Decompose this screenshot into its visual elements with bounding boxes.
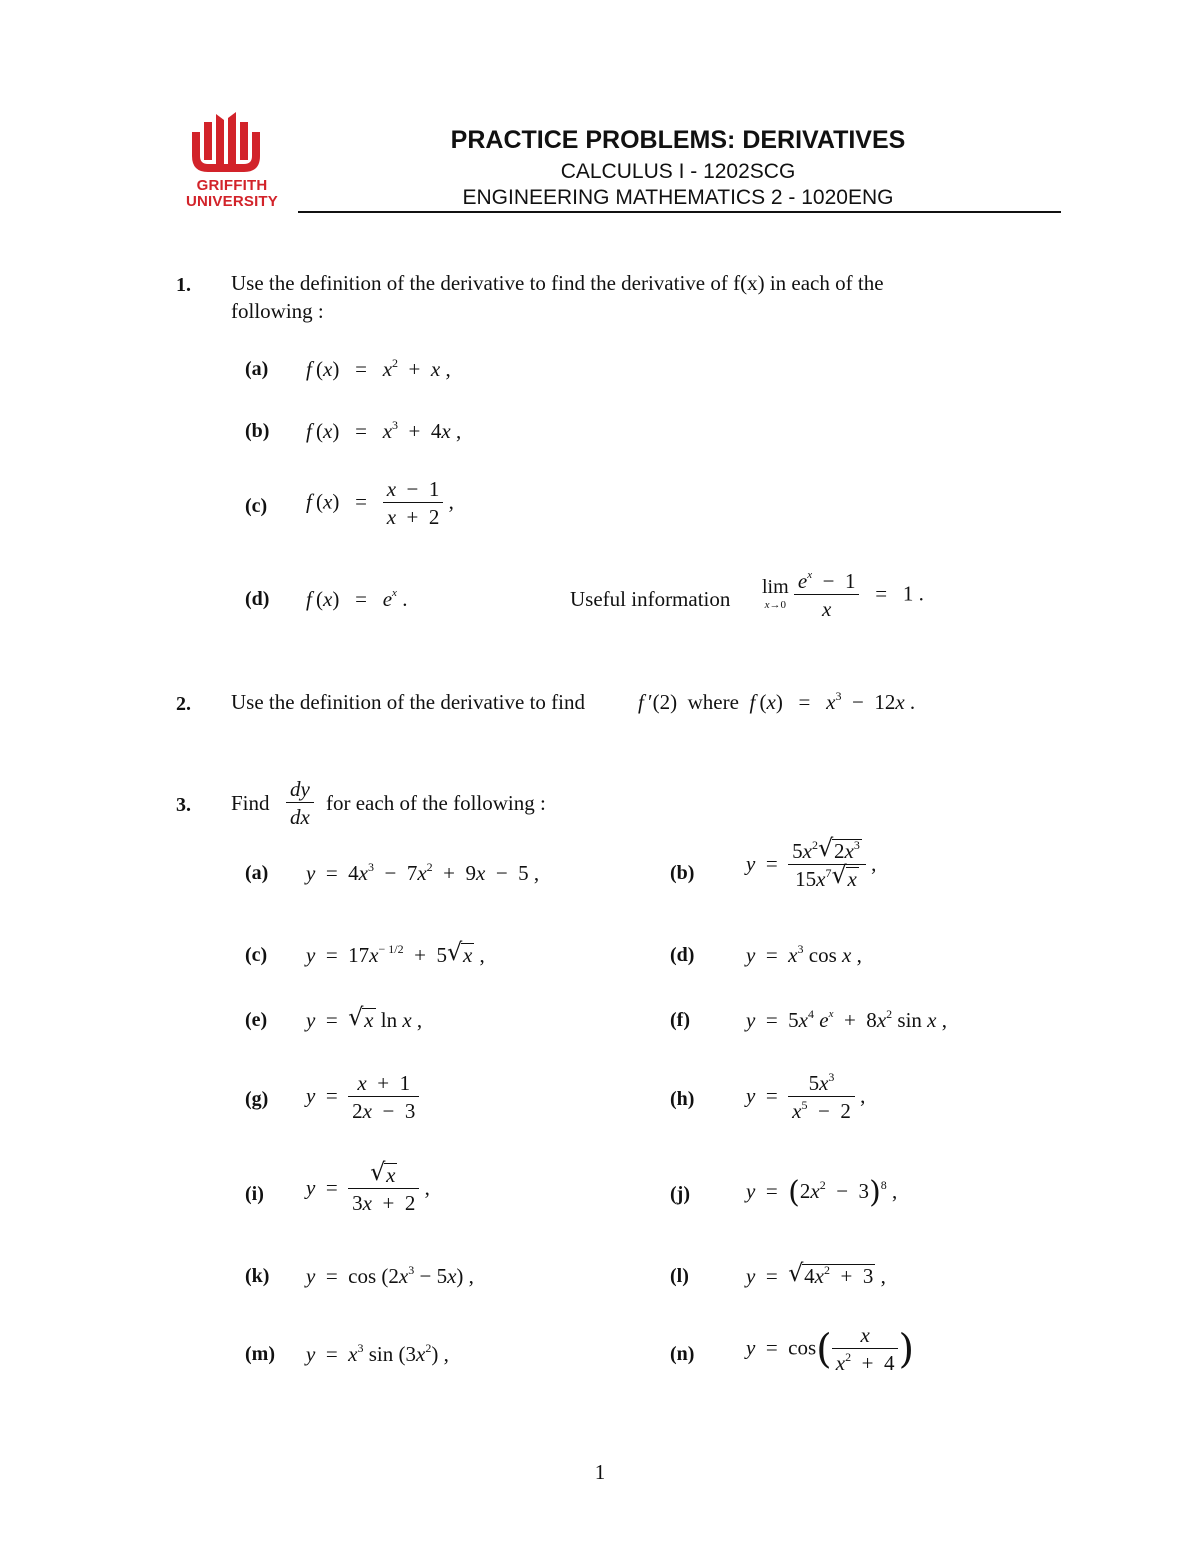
q3-part-e-label: (e): [245, 1009, 268, 1031]
q3-part-d-expr: $y = x^3$ cos x ,: [746, 942, 862, 967]
q3-part-n-expr: y = cos( $\frac{x}{x^2 + 4}$ ): [746, 1323, 915, 1375]
question-3-dydx: $\frac{dy}{dx}$: [286, 776, 314, 831]
q3-part-l-label: (l): [670, 1265, 689, 1287]
question-2-expr: f ′(2) where f $(x) = x^3 - 12x$ .: [638, 689, 916, 714]
page-title: PRACTICE PROBLEMS: DERIVATIVES: [450, 126, 906, 154]
q1-part-b-expr: f $(x) = x^3 + 4x$ ,: [306, 418, 462, 443]
q3-part-j-label: (j): [670, 1183, 690, 1205]
q1-part-c-label: (c): [245, 495, 268, 517]
header-rule: [298, 211, 1061, 213]
q3-part-l-expr: y = √ $4x^2 + 3$ ,: [746, 1259, 886, 1288]
question-2-number: 2.: [176, 693, 191, 715]
q1-part-d-expr: f $(x) = e^x$ .: [306, 587, 408, 611]
question-1-text-line1: Use the definition of the derivative to find the derivative of f(x) in each of the: [231, 271, 884, 295]
question-2-text: Use the definition of the derivative to find: [231, 690, 585, 714]
q3-part-f-expr: $y = 5x^4$ $e^x + 8x^2$ sin x ,: [746, 1007, 947, 1032]
logo-text-university: UNIVERSITY: [185, 193, 278, 210]
q3-part-b-label: (b): [670, 862, 695, 884]
q3-part-h-expr: y = $\frac{5x^3}{x^5 - 2}$ ,: [746, 1070, 866, 1123]
q3-part-a-expr: $y = 4x^3 - 7x^2 + 9x - 5$ ,: [306, 860, 540, 885]
q3-part-c-label: (c): [245, 944, 268, 966]
useful-information-label: Useful information: [570, 587, 731, 611]
question-1-number: 1.: [176, 274, 191, 296]
q3-part-g-label: (g): [245, 1088, 269, 1110]
q1-part-d-label: (d): [245, 588, 270, 610]
q3-part-n-label: (n): [670, 1343, 695, 1365]
q3-part-i-label: (i): [245, 1183, 264, 1205]
q1-part-a-label: (a): [245, 358, 269, 380]
useful-information-limit: lim x→0 $\frac{e^x - 1}{x}$ = 1 .: [762, 569, 924, 621]
q3-part-k-label: (k): [245, 1265, 270, 1287]
course-subtitle-2: ENGINEERING MATHEMATICS 2 - 1020ENG: [462, 186, 894, 209]
q1-part-b-label: (b): [245, 420, 270, 442]
question-3-number: 3.: [176, 794, 191, 816]
page-number: 1: [594, 1460, 606, 1484]
q3-part-j-expr: $y = (2x^2 - 3)^8$ ,: [746, 1175, 898, 1211]
q1-part-c-expr: f (x) = $\frac{x - 1}{x + 2}$ ,: [306, 477, 454, 529]
q3-part-m-expr: $y = x^3$ $\sin (3x^2)$ ,: [306, 1341, 449, 1366]
q3-part-a-label: (a): [245, 862, 269, 884]
q3-part-m-label: (m): [245, 1343, 275, 1365]
logo-emblem-icon: [178, 112, 286, 174]
q3-part-c-expr: $y = 17x^{- 1/2} + 5$ √ x ,: [306, 938, 485, 967]
q3-part-k-expr: $y = \cos (2x^3 - 5x)$ ,: [306, 1263, 474, 1288]
logo-text-griffith: GRIFFITH: [196, 177, 268, 194]
q1-part-a-expr: f $(x) = x^2 + x$ ,: [306, 356, 451, 381]
question-1-text-line2: following :: [231, 299, 324, 323]
q3-part-h-label: (h): [670, 1088, 695, 1110]
course-subtitle-1: CALCULUS I - 1202SCG: [560, 160, 796, 183]
q3-part-d-label: (d): [670, 944, 695, 966]
q3-part-g-expr: y = $\frac{x + 1}{2x - 3}$: [306, 1070, 419, 1125]
question-3-text: for each of the following :: [326, 791, 546, 815]
q3-part-b-expr: y = $5x^2$ √ $2x^3$ $15x^7$ √ x ,: [746, 834, 877, 891]
q3-part-f-label: (f): [670, 1009, 690, 1031]
griffith-logo: [178, 112, 286, 212]
q3-part-e-expr: y = √ x ln x ,: [306, 1003, 423, 1032]
q3-part-i-expr: y = √ x 3x + 2 ,: [306, 1158, 430, 1215]
question-3-find: Find: [231, 791, 270, 815]
